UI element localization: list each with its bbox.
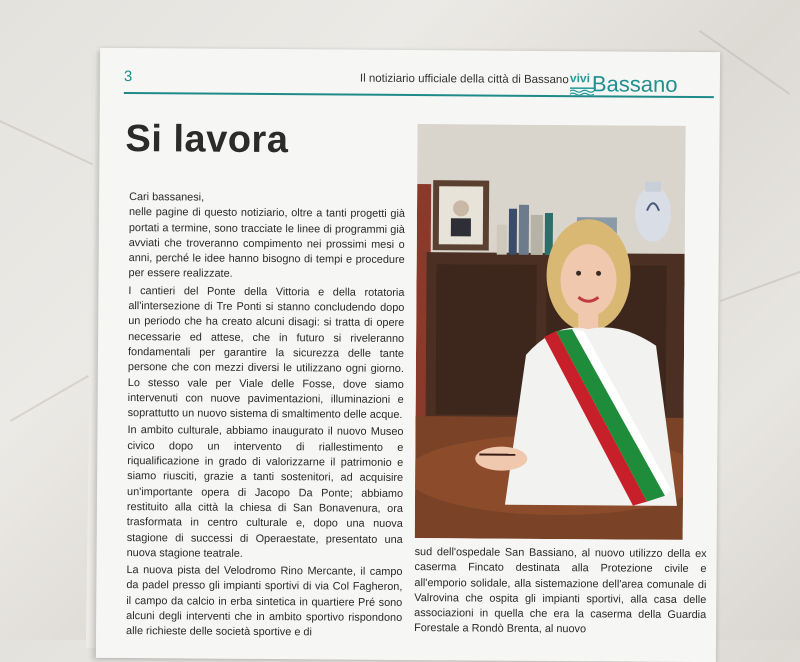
vivi-bassano-logo — [570, 67, 678, 96]
photo-illustration — [415, 124, 686, 540]
logo-name: Bassano — [591, 71, 678, 97]
page-number: 3 — [123, 68, 133, 86]
paragraph: I cantieri del Ponte della Vittoria e della rotatoria all'intersezione di Tre Ponti si stanno concludendo dopo un periodo che ha creato alcuni disagi: si tratta di opere necessarie ed attese, che in futuro si riveleranno fondamentali per garantire la sicurezza delle tante persone che con mezzi diversi le utilizzano ogni giorno. Lo stesso vale per Viale delle Fosse, dove siamo intervenuti con nuove pavimentazioni, illuminazioni e soprattutto un nuovo sistema di smaltimento delle acque. — [127, 284, 405, 422]
article-body-left — [126, 190, 405, 644]
logo-wave-icon — [570, 85, 596, 95]
paragraph: nelle pagine di questo notiziario, oltre a tanti progetti già portati a termine, sono tracciate le linee di programmi già avviati che troveranno compimento nei prossimi mesi o anni, perché le idee hanno bisogno di tempi e procedure per essere realizzate. — [128, 206, 406, 281]
article-body-right: sud dell'ospedale San Bassiano, al nuovo utilizzo della ex caserma Fincato destinata alla Protezione civile e all'emporio solidale, alla sistemazione dell'area comunale di Valrovina che ospita gli impianti sportivi, alla casa delle associazioni in quella che era la caserma della Guardia Forestale a Rondò Brenta, al nuovo — [414, 546, 707, 636]
header-tagline: Il notiziario ufficiale della città di Bassano — [359, 72, 569, 87]
paragraph: La nuova pista del Velodromo Rino Mercante, il campo da padel presso gli impianti sportivi di via Col Fagheron, il campo da calcio in erba sintetica in quartiere Pré sono alcuni degli interventi che in ambito sportivo rispondono alle richieste delle società sportive e di — [126, 564, 403, 639]
mayor-photo — [415, 124, 686, 540]
newsletter-page — [96, 48, 720, 662]
article-title: Si lavora — [125, 118, 289, 162]
logo-prefix: vivi — [569, 71, 591, 86]
paragraph: In ambito culturale, abbiamo inaugurato il nuovo Museo civico dopo un intervento di riallestimento e riqualificazione in grado di valorizzarne il patrimonio e siamo riusciti, grazie a tanti sostenitori, ad acquisire un'importante opera di Jacopo Da Ponte; abbiamo restituito alla città la chiesa di San Bonavenura, ora trasformata in centro culturale e, dopo una nuova stagione di successi di Operaestate, presentato una nuova stagione teatrale. — [126, 424, 404, 560]
salutation: Cari bassanesi, — [129, 191, 205, 204]
